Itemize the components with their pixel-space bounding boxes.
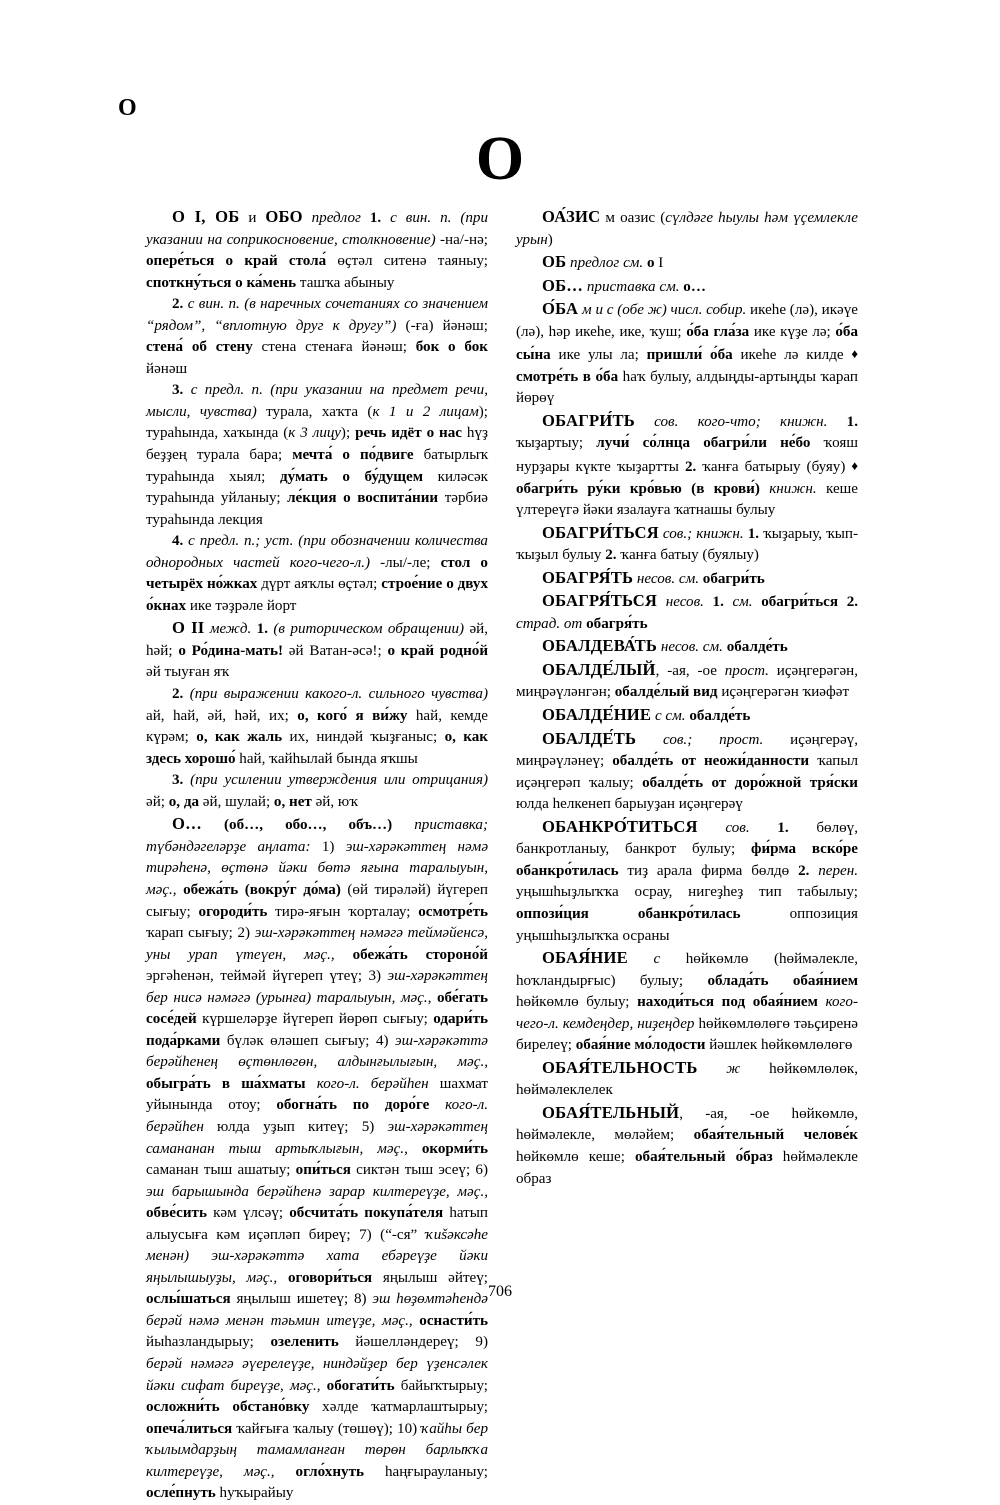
- entry-italic-run: сов. кого-что; книжн.: [634, 413, 828, 430]
- dictionary-entry: [516, 704, 858, 728]
- entry-headword: ОБАНКРО́ТИТЬСЯ: [542, 816, 698, 836]
- entry-headword: ОБАГРЯ́ТЬ: [542, 567, 634, 587]
- entry-plain-run: байыҡтырыу;: [394, 1377, 488, 1394]
- entry-plain-run: ике тәҙрәле йорт: [186, 597, 297, 614]
- entry-bold-run: споткну́ться о ка́мень: [146, 274, 297, 291]
- entry-plain-run: [275, 1464, 296, 1480]
- entry-italic-run: берәй нәмәгә әүерелеүҙе, ниндәйҙер бер үҙенсәлек йәки сифат биреүҙе, мәҫ.,: [146, 1355, 488, 1394]
- entry-plain-run: шахмат уйынында отоу;: [146, 1075, 488, 1114]
- entry-bold-run: огло́хнуть: [295, 1463, 364, 1480]
- entry-bold-run: обалде́лый вид: [614, 684, 718, 701]
- entry-italic-run: книжн.: [759, 480, 817, 497]
- entry-italic-run: приставка см.: [583, 278, 680, 295]
- entry-plain-run: әй, шулай;: [199, 793, 274, 810]
- dictionary-entry: [146, 206, 488, 294]
- entry-bold-run: (: [201, 817, 230, 834]
- entry-bold-run: обыгра́ть в ша́хматы: [146, 1075, 306, 1092]
- entry-plain-run: I: [654, 255, 664, 272]
- entry-plain-run: ҡарап сығыу; 2): [146, 925, 255, 942]
- entry-headword: ОБАЯ́ТЕЛЬНЫЙ: [542, 1102, 680, 1122]
- dictionary-entry: [146, 684, 488, 770]
- entry-plain-run: [704, 594, 713, 610]
- entry-italic-run: (в риторическом обращении): [273, 621, 465, 638]
- entry-bold-run: обагри́ться: [761, 594, 839, 611]
- dictionary-entry: [516, 298, 858, 410]
- entry-plain-run: ҡанға батырыу (буяу): [696, 459, 852, 476]
- dictionary-entry: [146, 294, 488, 380]
- entry-plain-run: һөйкөмлөлөгө тәьҫиренә бирелеү;: [516, 1015, 858, 1054]
- entry-italic-run: с вин. п. (при указании на соприкосновение, столкновение): [146, 210, 489, 248]
- entry-plain-run: һаҡ булыу, алдыңды-артыңды ҡарап йөрөү: [516, 368, 858, 407]
- entry-plain-run: оппозиция уңышһыҙлыҡҡа осраны: [516, 905, 858, 944]
- entry-bold-run: обалде́ть: [689, 708, 751, 725]
- entry-bold-run: о́ба сы́на: [516, 323, 859, 364]
- entry-bold-run: 3.: [172, 772, 184, 789]
- entry-plain-run: әй Ватан-әсә!;: [283, 642, 388, 659]
- entry-bold-run: о: [646, 255, 655, 272]
- dictionary-entry: [146, 770, 488, 813]
- entry-plain-run: яңылыш ишетеү; 8): [230, 1291, 373, 1308]
- entry-bold-run: одари́ть пода́рками: [146, 1011, 488, 1049]
- entry-plain-run: күршеләрҙе йүгереп йөрөп сығыу;: [196, 1011, 434, 1028]
- entry-bold-run: 2.: [798, 862, 810, 879]
- entry-plain-run: йыһазландырыу;: [146, 1334, 271, 1351]
- entry-bold-run: оснасти́ть: [419, 1312, 488, 1329]
- entry-plain-run: (өй тирәләй) йүгереп сығыу;: [146, 881, 488, 920]
- entry-bold-run: 2.: [605, 547, 617, 564]
- entry-bold-run: стол о четырёх но́жках: [146, 554, 488, 593]
- entry-bold-run: о, нет: [273, 793, 312, 810]
- entry-plain-run: икеһе лә килде: [732, 347, 852, 364]
- entry-bold-run: обежа́ть (вокру́г до́ма): [183, 881, 341, 898]
- entry-plain-run: кеше үлтереүгә йәки язалауға ҡатнашы булыу: [516, 480, 858, 519]
- entry-italic-run: сүлдәге һыулы һәм үҫемлекле урын: [516, 210, 859, 248]
- dictionary-entry: [516, 522, 858, 567]
- entry-plain-run: [750, 820, 778, 836]
- entry-italic-run: межд.: [204, 621, 257, 638]
- entry-plain-run: ике улы ла;: [550, 347, 647, 364]
- section-letter-heading: О: [475, 125, 525, 193]
- entry-bold-run: о, да: [168, 793, 200, 810]
- entry-plain-run: ай, һай, әй, һәй, их;: [146, 707, 298, 724]
- dictionary-entry: [516, 816, 858, 947]
- dictionary-entry: [146, 617, 488, 684]
- entry-plain-run: тирә-яғын ҡорталау;: [267, 903, 419, 920]
- entry-plain-run: хәлде ҡатмарлаштырыу;: [309, 1399, 488, 1416]
- entry-italic-run: ҡайһы бер ҡылымдарҙың тамамланған төрөн барлыҡҡа килтереүҙе, мәҫ.,: [146, 1420, 489, 1480]
- entry-plain-run: һөймәлекле образ: [516, 1148, 859, 1187]
- entry-bold-run: обе́гать сосе́дей: [146, 989, 488, 1028]
- entry-bold-run: 1.: [369, 210, 382, 226]
- entry-italic-run: с предл. п. (при указании на предмет речи, мысли, чувства): [146, 382, 488, 420]
- entry-bold-run: оппози́ция обанкро́тилась: [516, 905, 741, 922]
- entry-plain-run: [753, 594, 762, 610]
- entry-plain-run: кәм үлсәү;: [206, 1205, 290, 1222]
- entry-plain-run: әй, юҡ: [311, 793, 358, 810]
- entry-headword: ОБО: [265, 207, 303, 226]
- entry-bold-run: осложни́ть обстано́вку: [146, 1399, 310, 1416]
- entry-bold-run: о, как здесь хорошо́: [146, 729, 488, 767]
- entry-plain-run: стена стенаға йәнәш;: [252, 339, 416, 356]
- entry-italic-run: эш-хәрәкәттең бер нисә нәмәгә (урынға) таралыуын, мәҫ.,: [146, 968, 488, 1006]
- entry-plain-run: юлда һелкенеп барыуҙан иҫәңгерәү: [516, 796, 743, 813]
- dictionary-entry: [516, 635, 858, 659]
- entry-bold-run: о Ро́дина-мать!: [178, 642, 283, 659]
- entry-plain-run: киләсәк тураһында уйланыу;: [146, 468, 488, 507]
- entry-headword: ОБАГРИ́ТЬСЯ: [542, 522, 659, 542]
- entry-plain-run: һай, ҡайһылай бында яҡшы: [235, 750, 418, 767]
- entry-italic-run: (при усилении утверждения или отрицания): [190, 772, 488, 789]
- entry-headword: ОБАЯ́ТЕЛЬНОСТЬ: [542, 1057, 698, 1077]
- entry-plain-run: икеһе (лә), икәүе (лә), һәр икеһе, ике, ҡуш;: [516, 302, 858, 340]
- entry-plain-run: һүҙ беҙҙең турала бара;: [146, 425, 488, 464]
- entry-italic-run: м: [578, 302, 592, 319]
- entry-plain-run: оазис (: [615, 210, 666, 226]
- entry-plain-run: уңышһыҙлыҡҡа осрау, нигеҙһеҙ тип табылыу;: [516, 884, 858, 901]
- page-number: 706: [488, 1283, 512, 1300]
- entry-headword: ОБАЛДЕ́ТЬ: [542, 728, 637, 748]
- entry-headword: ОБАЛДЕ́НИЕ: [542, 705, 652, 725]
- entry-italic-run: кого-л. берәйһен: [146, 1097, 488, 1135]
- entry-bold-run: о́ба гла́за: [686, 323, 750, 340]
- entry-headword: ОБ…: [542, 275, 584, 295]
- entry-italic-run: прост.: [724, 662, 769, 679]
- entry-italic-run: с предл. п.; уст. (при обозначении количества однородных частей кого-чего-л.): [146, 533, 488, 571]
- entry-bold-run: пришли́ о́ба: [646, 347, 733, 364]
- entry-bold-run: обогна́ть по доро́ге: [276, 1097, 430, 1114]
- dictionary-entry: [516, 275, 858, 299]
- entry-bold-run: смотре́ть в о́ба: [516, 368, 619, 385]
- entry-plain-run: һөйкөмлөлөк, һөймәлеклелек: [516, 1060, 858, 1099]
- entry-italic-run: перен.: [818, 862, 858, 879]
- entry-bold-run: оговори́ться: [287, 1269, 373, 1286]
- entry-bold-run: стена́ об стену: [146, 339, 253, 356]
- entry-bold-run: обалде́ть: [726, 639, 788, 656]
- entry-bold-run: ): [387, 817, 415, 834]
- entry-plain-run: бүләк өләшеп сығыу; 4): [220, 1032, 396, 1049]
- entry-plain-run: һатып алыусыға кәм иҫәпләп биреү; 7) (“-ся”: [146, 1205, 488, 1243]
- entry-plain-run: ташҡа абыныу: [296, 274, 395, 291]
- dictionary-entry: [516, 567, 858, 591]
- entry-italic-run: сов.; книжн.: [658, 525, 744, 542]
- entry-headword: О́БА: [542, 299, 579, 319]
- entry-plain-run: ҡыҙарыу, ҡып-ҡыҙыл булыу: [516, 525, 858, 564]
- entry-bold-run: 2.: [684, 459, 697, 476]
- entry-bold-run: 3.: [172, 382, 184, 399]
- dictionary-entry: [516, 1102, 858, 1190]
- entry-plain-run: һөйкөмлө кеше;: [516, 1148, 635, 1165]
- right-text-column: [516, 206, 858, 1505]
- entry-italic-run: приставка; түбәндәгеләрҙе аңлата:: [146, 817, 488, 855]
- entry-bold-run: 1.: [747, 525, 760, 542]
- entry-plain-run: ҡояш нурҙары күкте ҡыҙартты: [516, 435, 858, 476]
- column-container: [146, 206, 858, 1505]
- entry-italic-run: сов.; прост.: [636, 731, 764, 748]
- entry-plain-run: дүрт аяҡлы өҫтәл;: [257, 576, 382, 593]
- entry-italic-run: несов. см.: [633, 570, 699, 587]
- entry-bold-run: 1.: [777, 819, 789, 836]
- entry-italic-run: к 3 лицу: [288, 425, 341, 442]
- entry-italic-run: эш-хәрәкәттә берәйһенең өҫтөнлөгөн, алдынғылығын, мәҫ.,: [146, 1032, 488, 1071]
- entry-bold-run: обая́тельный о́браз: [635, 1148, 773, 1165]
- entry-bold-run: ле́кция о воспита́нии: [287, 490, 439, 507]
- entry-plain-run: [838, 594, 847, 610]
- entry-bold-run: ду́мать о бу́дущем: [279, 468, 423, 485]
- dictionary-entry: [516, 251, 858, 275]
- dictionary-entry: [516, 590, 858, 635]
- entry-bold-run: о край родно́й: [387, 642, 489, 659]
- entry-plain-run: турала, хаҡта (: [256, 403, 373, 420]
- idiom-lozenge-icon: ♦: [851, 346, 858, 362]
- entry-bold-run: обсчита́ть покупа́теля: [289, 1205, 444, 1222]
- entry-headword: ОБАЛДЕ́ЛЫЙ: [542, 659, 656, 679]
- entry-plain-run: );: [340, 425, 356, 442]
- entry-bold-run: лучи́ со́лнца обагри́ли не́бо: [596, 435, 811, 452]
- entry-plain-run: [335, 947, 353, 963]
- entry-bold-run: о…: [683, 278, 706, 295]
- entry-plain-run: иҫәңгерәгән, миңрәүләнгән;: [516, 662, 858, 701]
- entry-plain-run: өҫтәл ситенә таяныу;: [326, 253, 488, 270]
- entry-headword: ОБАЛДЕВА́ТЬ: [542, 636, 658, 656]
- entry-plain-run: юлда уҙып китеү; 5): [203, 1118, 388, 1135]
- entry-bold-run: огороди́ть: [198, 903, 268, 920]
- entry-bold-run: обогати́ть: [326, 1377, 395, 1394]
- entry-plain-run: [827, 414, 846, 430]
- entry-plain-run: их, ниндәй ҡыҙғаныс;: [282, 729, 445, 746]
- entry-plain-run: әй, һәй;: [146, 621, 489, 659]
- entry-italic-run: эш-хәрәкәттең нәмәгә теймәйенсә, уны урап үтеүен, мәҫ.,: [146, 925, 488, 963]
- entry-italic-run: эш барышында берәйһенә зарар килтереүҙе, мәҫ.,: [146, 1183, 488, 1200]
- left-text-column: [146, 206, 488, 1505]
- entry-headword: ОБАЯ́НИЕ: [542, 948, 628, 968]
- entry-italic-run: несов. см.: [657, 639, 723, 656]
- dictionary-entry: [516, 206, 858, 251]
- entry-italic-run: предлог см.: [566, 255, 644, 272]
- entry-italic-run: несов.: [657, 594, 704, 611]
- entry-bold-run: о, как жаль: [196, 729, 283, 746]
- entry-italic-run: ж: [697, 1060, 741, 1077]
- entry-headword: ОБ: [542, 252, 567, 272]
- entry-bold-run: обагря́ть: [586, 615, 648, 632]
- entry-plain-run: [183, 382, 190, 398]
- idiom-lozenge-icon: ♦: [851, 458, 858, 474]
- entry-bold-run: 1.: [846, 413, 858, 430]
- entry-plain-run: ): [547, 231, 553, 248]
- entry-plain-run: [809, 863, 818, 879]
- entry-italic-run: с см.: [651, 708, 686, 725]
- entry-plain-run: сиктән тыш эсеү; 6): [350, 1162, 488, 1179]
- entry-plain-run: әй тыуған яҡ: [146, 664, 230, 681]
- entry-bold-run: осле́пнуть: [146, 1485, 216, 1502]
- entry-plain-run: , -ая, -ое һөйкөмлө, һөймәлекле, мөләйем;: [516, 1105, 858, 1144]
- entry-bold-run: строе́ние о двух о́кнах: [146, 576, 488, 614]
- entry-bold-run: речь идёт о нас: [355, 425, 462, 442]
- entry-plain-run: ике күҙе лә;: [749, 323, 836, 340]
- entry-bold-run: опере́ться о край стола́: [146, 253, 327, 270]
- entry-bold-run: 4.: [172, 533, 184, 550]
- entry-plain-run: иҫәңгерәгән ҡиәфәт: [717, 684, 850, 701]
- entry-plain-run: 1): [310, 838, 346, 855]
- entry-bold-run: об…, обо…, объ…: [229, 817, 388, 834]
- entry-plain-run: [381, 210, 390, 226]
- entry-italic-run: с вин. п. (в наречных сочетаниях со значением “рядом”, “вплотную друг к другу”): [146, 296, 488, 334]
- entry-italic-run: эш-хәрәкәттең нәмә тирәһенә, өҫтөнә йәки бөтә яғына таралыуын, мәҫ.,: [146, 838, 489, 898]
- entry-bold-run: о, кого́ я ви́жу: [297, 707, 408, 724]
- entry-italic-run: сов.: [697, 819, 750, 836]
- entry-plain-run: тәрбиә тураһында лекция: [146, 490, 488, 528]
- entry-bold-run: обая́ние мо́лодости: [575, 1037, 706, 1054]
- entry-plain-run: -лы/-ле;: [370, 554, 441, 571]
- entry-headword: О II: [172, 618, 205, 638]
- dictionary-entry: [516, 947, 858, 1057]
- entry-plain-run: -на/-нә;: [435, 231, 488, 248]
- entry-plain-run: ҡапыл иҫәңгерәп ҡалыу;: [516, 753, 859, 791]
- entry-plain-run: ҡайғыға ҡалыу (төшөү); 10): [232, 1420, 422, 1437]
- entry-bold-run: облада́ть обая́нием: [707, 972, 859, 989]
- entry-italic-run: страд. от: [516, 615, 583, 632]
- entry-italic-run: предлог: [302, 210, 370, 226]
- entry-plain-run: , -ая, -ое: [655, 662, 725, 679]
- entry-bold-run: осмотре́ть: [418, 903, 488, 920]
- entry-bold-run: озеленить: [270, 1334, 339, 1351]
- entry-plain-run: йәнәш: [146, 360, 188, 377]
- entry-headword: ОБАГРЯ́ТЬСЯ: [542, 591, 658, 611]
- entry-plain-run: бөлөү, банкротланыу, банкрот булыу;: [516, 819, 858, 858]
- entry-bold-run: ослы́шаться: [146, 1291, 231, 1308]
- entry-bold-run: обежа́ть стороно́й: [352, 946, 488, 963]
- entry-plain-run: ҡыҙартыу;: [516, 435, 597, 452]
- entry-bold-run: обагри́ть ру́ки кро́вью (в крови́): [516, 480, 760, 497]
- dictionary-entry: [516, 1057, 858, 1102]
- entry-headword: ОБАГРИ́ТЬ: [542, 410, 635, 430]
- entry-plain-run: әй;: [146, 793, 169, 810]
- entry-bold-run: 2.: [846, 594, 859, 611]
- entry-plain-run: йәшлек һөйкөмлөлөгө: [705, 1037, 853, 1054]
- entry-plain-run: йәшелләндереү; 9): [338, 1334, 488, 1351]
- entry-plain-run: [408, 1141, 422, 1157]
- dictionary-entry: [146, 531, 488, 617]
- entry-bold-run: 1.: [256, 621, 268, 638]
- entry-plain-run: батырлыҡ тураһында хыял;: [146, 447, 488, 485]
- entry-plain-run: саманан тыш ашатыу;: [146, 1162, 296, 1179]
- entry-italic-run: см.: [732, 594, 753, 611]
- entry-bold-run: опи́ться: [295, 1162, 351, 1179]
- entry-bold-run: обая́тельный челове́к: [693, 1127, 858, 1144]
- entry-italic-run: кого-чего-л. кемдеңдер, ниҙеңдер: [516, 994, 858, 1032]
- entry-italic-run: эш-хәрәкәттең самананан тыш артыҡлығын, мәҫ.,: [146, 1118, 488, 1157]
- entry-plain-run: эргәһенән, теймәй йүгереп үтеү; 3): [146, 968, 388, 985]
- entry-plain-run: һаңғырауланыу;: [363, 1463, 488, 1480]
- entry-plain-run: иҫәңгерәү, миңрәүләнеү;: [516, 731, 858, 770]
- entry-bold-run: 1.: [712, 594, 724, 611]
- entry-bold-run: обве́сить: [146, 1205, 207, 1222]
- entry-plain-run: ); тураһында, хаҡында (: [146, 403, 488, 442]
- running-head-letter: О: [118, 95, 138, 121]
- entry-plain-run: ҡанға батыу (буялыу): [616, 547, 759, 564]
- entry-plain-run: (-ға) йәнәш;: [396, 317, 489, 334]
- entry-bold-run: обагри́ть: [702, 570, 765, 587]
- entry-italic-run: к 1 и 2 лицам: [372, 403, 479, 420]
- entry-plain-run: тиҙ арала фирма бөлдө: [618, 862, 799, 879]
- entry-bold-run: находи́ться под обая́нием: [637, 994, 818, 1011]
- entry-bold-run: фи́рма вско́ре обанкро́тилась: [516, 841, 859, 879]
- dictionary-entry: [516, 728, 858, 816]
- entry-bold-run: 2.: [172, 296, 184, 313]
- entry-italic-run: (обе ж) числ. собир.: [613, 302, 747, 319]
- entry-italic-run: (при выражении какого-л. сильного чувства): [189, 686, 489, 703]
- entry-plain-run: һуҡырайыу: [215, 1485, 294, 1502]
- entry-italic-run: с: [627, 951, 661, 968]
- dictionary-entry: [146, 813, 488, 1505]
- entry-italic-run: эш һөҙөмтәһендә берәй нәмә менән тәьмин итеүҙе, мәҫ.,: [146, 1291, 489, 1329]
- entry-plain-run: яңылыш әйтеү;: [372, 1269, 488, 1286]
- entry-italic-run: и: [591, 302, 607, 319]
- entry-plain-run: һөйкөмлө булыу;: [516, 994, 638, 1011]
- entry-plain-run: һөйкөмлө (һөймәлекле, һоҡландырғыс) булыу;: [516, 951, 858, 989]
- entry-bold-run: обалде́ть от неожи́данности: [612, 753, 810, 770]
- entry-plain-run: һай, кемде күрәм;: [146, 707, 488, 746]
- entry-plain-run: м: [600, 210, 615, 226]
- entry-italic-run: с: [606, 302, 614, 319]
- entry-bold-run: мечта́ о по́двиге: [292, 447, 414, 464]
- entry-headword: О I, ОБ: [172, 207, 240, 226]
- entry-bold-run: опеча́литься: [146, 1420, 233, 1437]
- entry-headword: ОА́ЗИС: [542, 207, 601, 226]
- dictionary-entry: [516, 659, 858, 704]
- entry-bold-run: обалде́ть от доро́жной тря́ски: [642, 774, 858, 791]
- dictionary-entry: [146, 380, 488, 531]
- entry-bold-run: 2.: [172, 686, 184, 703]
- entry-bold-run: бок о бок: [415, 339, 488, 356]
- entry-italic-run: ҡušәксәһе менән) эш-хәрәкәттә хата ебәреүҙе йәки яңылышыуҙы, мәҫ.,: [146, 1226, 488, 1286]
- entry-plain-run: и: [239, 210, 266, 226]
- dictionary-entry: [516, 410, 858, 522]
- entry-bold-run: окорми́ть: [421, 1140, 488, 1157]
- entry-italic-run: кого-л. берәйһен: [305, 1075, 429, 1092]
- entry-headword: О…: [172, 814, 202, 834]
